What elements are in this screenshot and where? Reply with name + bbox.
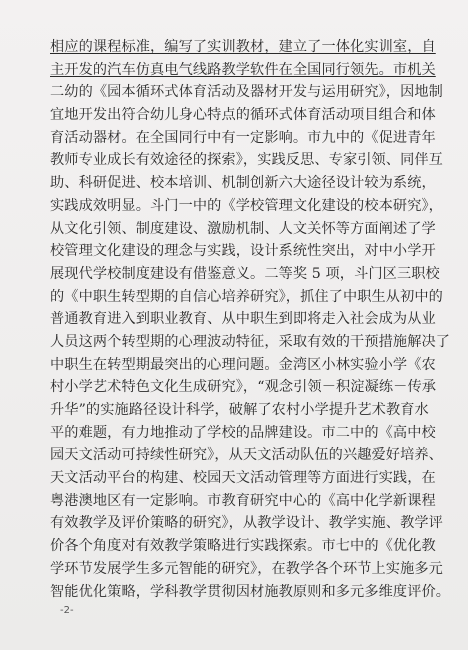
- text-line: 园天文活动可持续性研究》，从天文活动队伍的兴趣爱好培养、: [50, 447, 443, 464]
- text-line: 普通教育进入到职业教育、从中职生到即将走入社会成为从业: [50, 311, 436, 328]
- text-line: 育活动器材。在全国同行中有一定影响。市九中的《促进青年: [50, 129, 436, 146]
- text-line: 学环节发展学生多元智能的研究》，在教学各个环节上实施多元: [50, 560, 443, 577]
- text-line: 智能优化策略，学科教学贯彻因材施教原则和多元多维度评价。: [50, 583, 451, 600]
- text-line: 的《中职生转型期的自信心培养研究》，抓住了中职生从初中的: [50, 288, 443, 305]
- text-line: 升华”的实施路径设计科学，破解了农村小学提升艺术教育水: [50, 402, 429, 418]
- text-line: 天文活动平台的构建、校园天文活动管理等方面进行实践，在: [50, 470, 436, 487]
- text-line: 人员这两个转型期的心理波动特征，采取有效的干预措施解决了: [50, 333, 451, 350]
- text-line: 校管理文化建设的理念与实践，设计系统性突出，对中小学开: [50, 243, 436, 260]
- text-line: 相应的课程标准，编写了实训教材，建立了一体化实训室，自: [50, 39, 436, 55]
- text-line: 从文化引领、制度建设、激励机制、人文关怀等方面阐述了学: [50, 220, 436, 237]
- text-line: 村小学艺术特色文化生成研究》，“观念引领－积淀凝练－传承: [50, 379, 437, 396]
- text-line: 有效教学及评价策略的研究》，从教学设计、教学实施、教学评: [50, 515, 443, 532]
- text-line: 粤港澳地区有一定影响。市教育研究中心的《高中化学新课程: [50, 492, 436, 509]
- text-line: 教师专业成长有效途径的探索》，实践反思、专家引领、同伴互: [50, 152, 443, 169]
- text-line: 平的难题，有力地推动了学校的品牌建设。市二中的《高中校: [50, 424, 436, 441]
- text-line: 中职生在转型期最突出的心理问题。金湾区小林实验小学《农: [50, 356, 436, 373]
- text-line: 实践成效明显。斗门一中的《学校管理文化建设的校本研究》，: [50, 197, 443, 214]
- body-text: [50, 36, 451, 603]
- text-line: 二幼的《园本循环式体育活动及器材开发与运用研究》，因地制: [50, 84, 443, 101]
- text-line: 助、科研促进、校本培训、机制创新六大途径设计较为系统，: [50, 175, 436, 192]
- text-line: 主开发的汽车仿真电气线路教学软件在全国同行领先。市机关: [50, 61, 436, 78]
- text-line: 展现代学校制度建设有借鉴意义。二等奖 5 项，斗门区三职校: [50, 265, 440, 282]
- text-line: 价各个角度对有效教学策略进行实践探索。市七中的《优化教: [50, 538, 436, 555]
- text-line: 宜地开发出符合幼儿身心特点的循环式体育活动项目组合和体: [50, 107, 436, 124]
- page-number: -2-: [60, 605, 74, 616]
